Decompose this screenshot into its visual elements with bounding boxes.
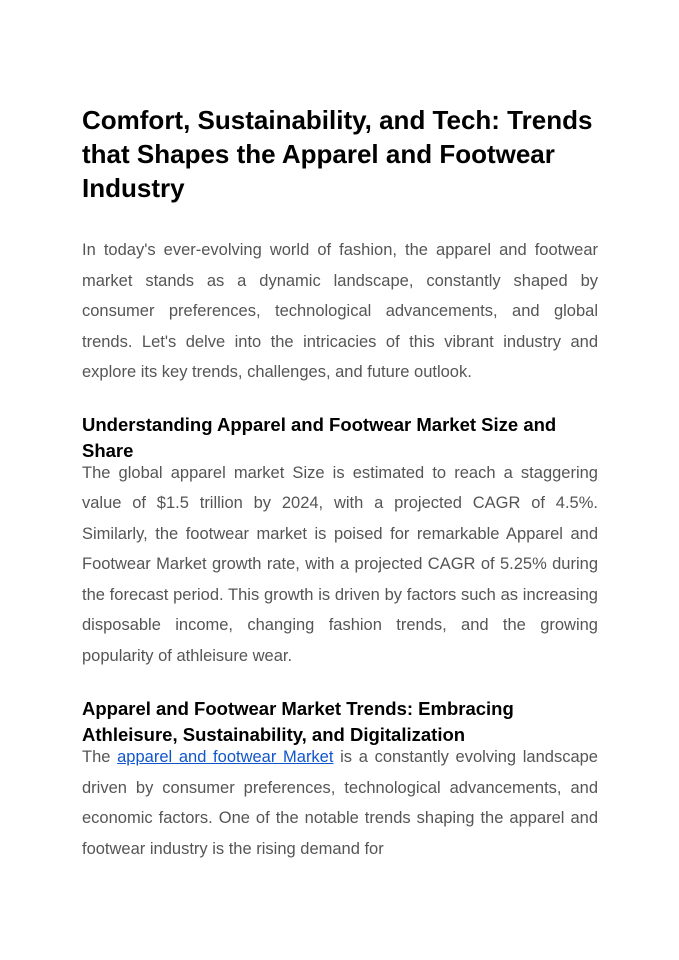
intro-paragraph: In today's ever-evolving world of fashion, the apparel and footwear market stands as a dynamic landscape, constantly shaped by consumer preferences, technological advancements, and global trends. Let's delve into the intricacies of this vibrant industry and explore its key trends, challenges, and future outlook. (82, 241, 598, 381)
document-page (82, 103, 598, 864)
section-heading-market-size: Understanding Apparel and Footwear Market Size and Share (82, 413, 557, 461)
section-heading-market-trends: Apparel and Footwear Market Trends: Embracing Athleisure, Sustainability, and Digitalization (82, 698, 514, 745)
body-text-before-link: The (82, 748, 118, 766)
apparel-footwear-market-link[interactable]: apparel and footwear Market (117, 748, 334, 766)
section-body-market-trends (82, 742, 598, 864)
body-text-after-link: is a constantly evolving landscape driven by consumer preferences, technological advancements, and economic factors. One of the notable trends shaping the apparel and footwear industry is the rising demand for (82, 748, 598, 858)
document-title: Comfort, Sustainability, and Tech: Trends that Shapes the Apparel and Footwear Industry (82, 105, 593, 203)
section-body-market-size: The global apparel market Size is estimated to reach a staggering value of $1.5 trillion by 2024, with a projected CAGR of 4.5%. Similarly, the footwear market is poised for remarkable Apparel and Footwear Market growth rate, with a projected CAGR of 5.25% during the forecast period. This growth is driven by factors such as increasing disposable income, changing fashion trends, and the growing popularity of athleisure wear. (82, 463, 598, 665)
